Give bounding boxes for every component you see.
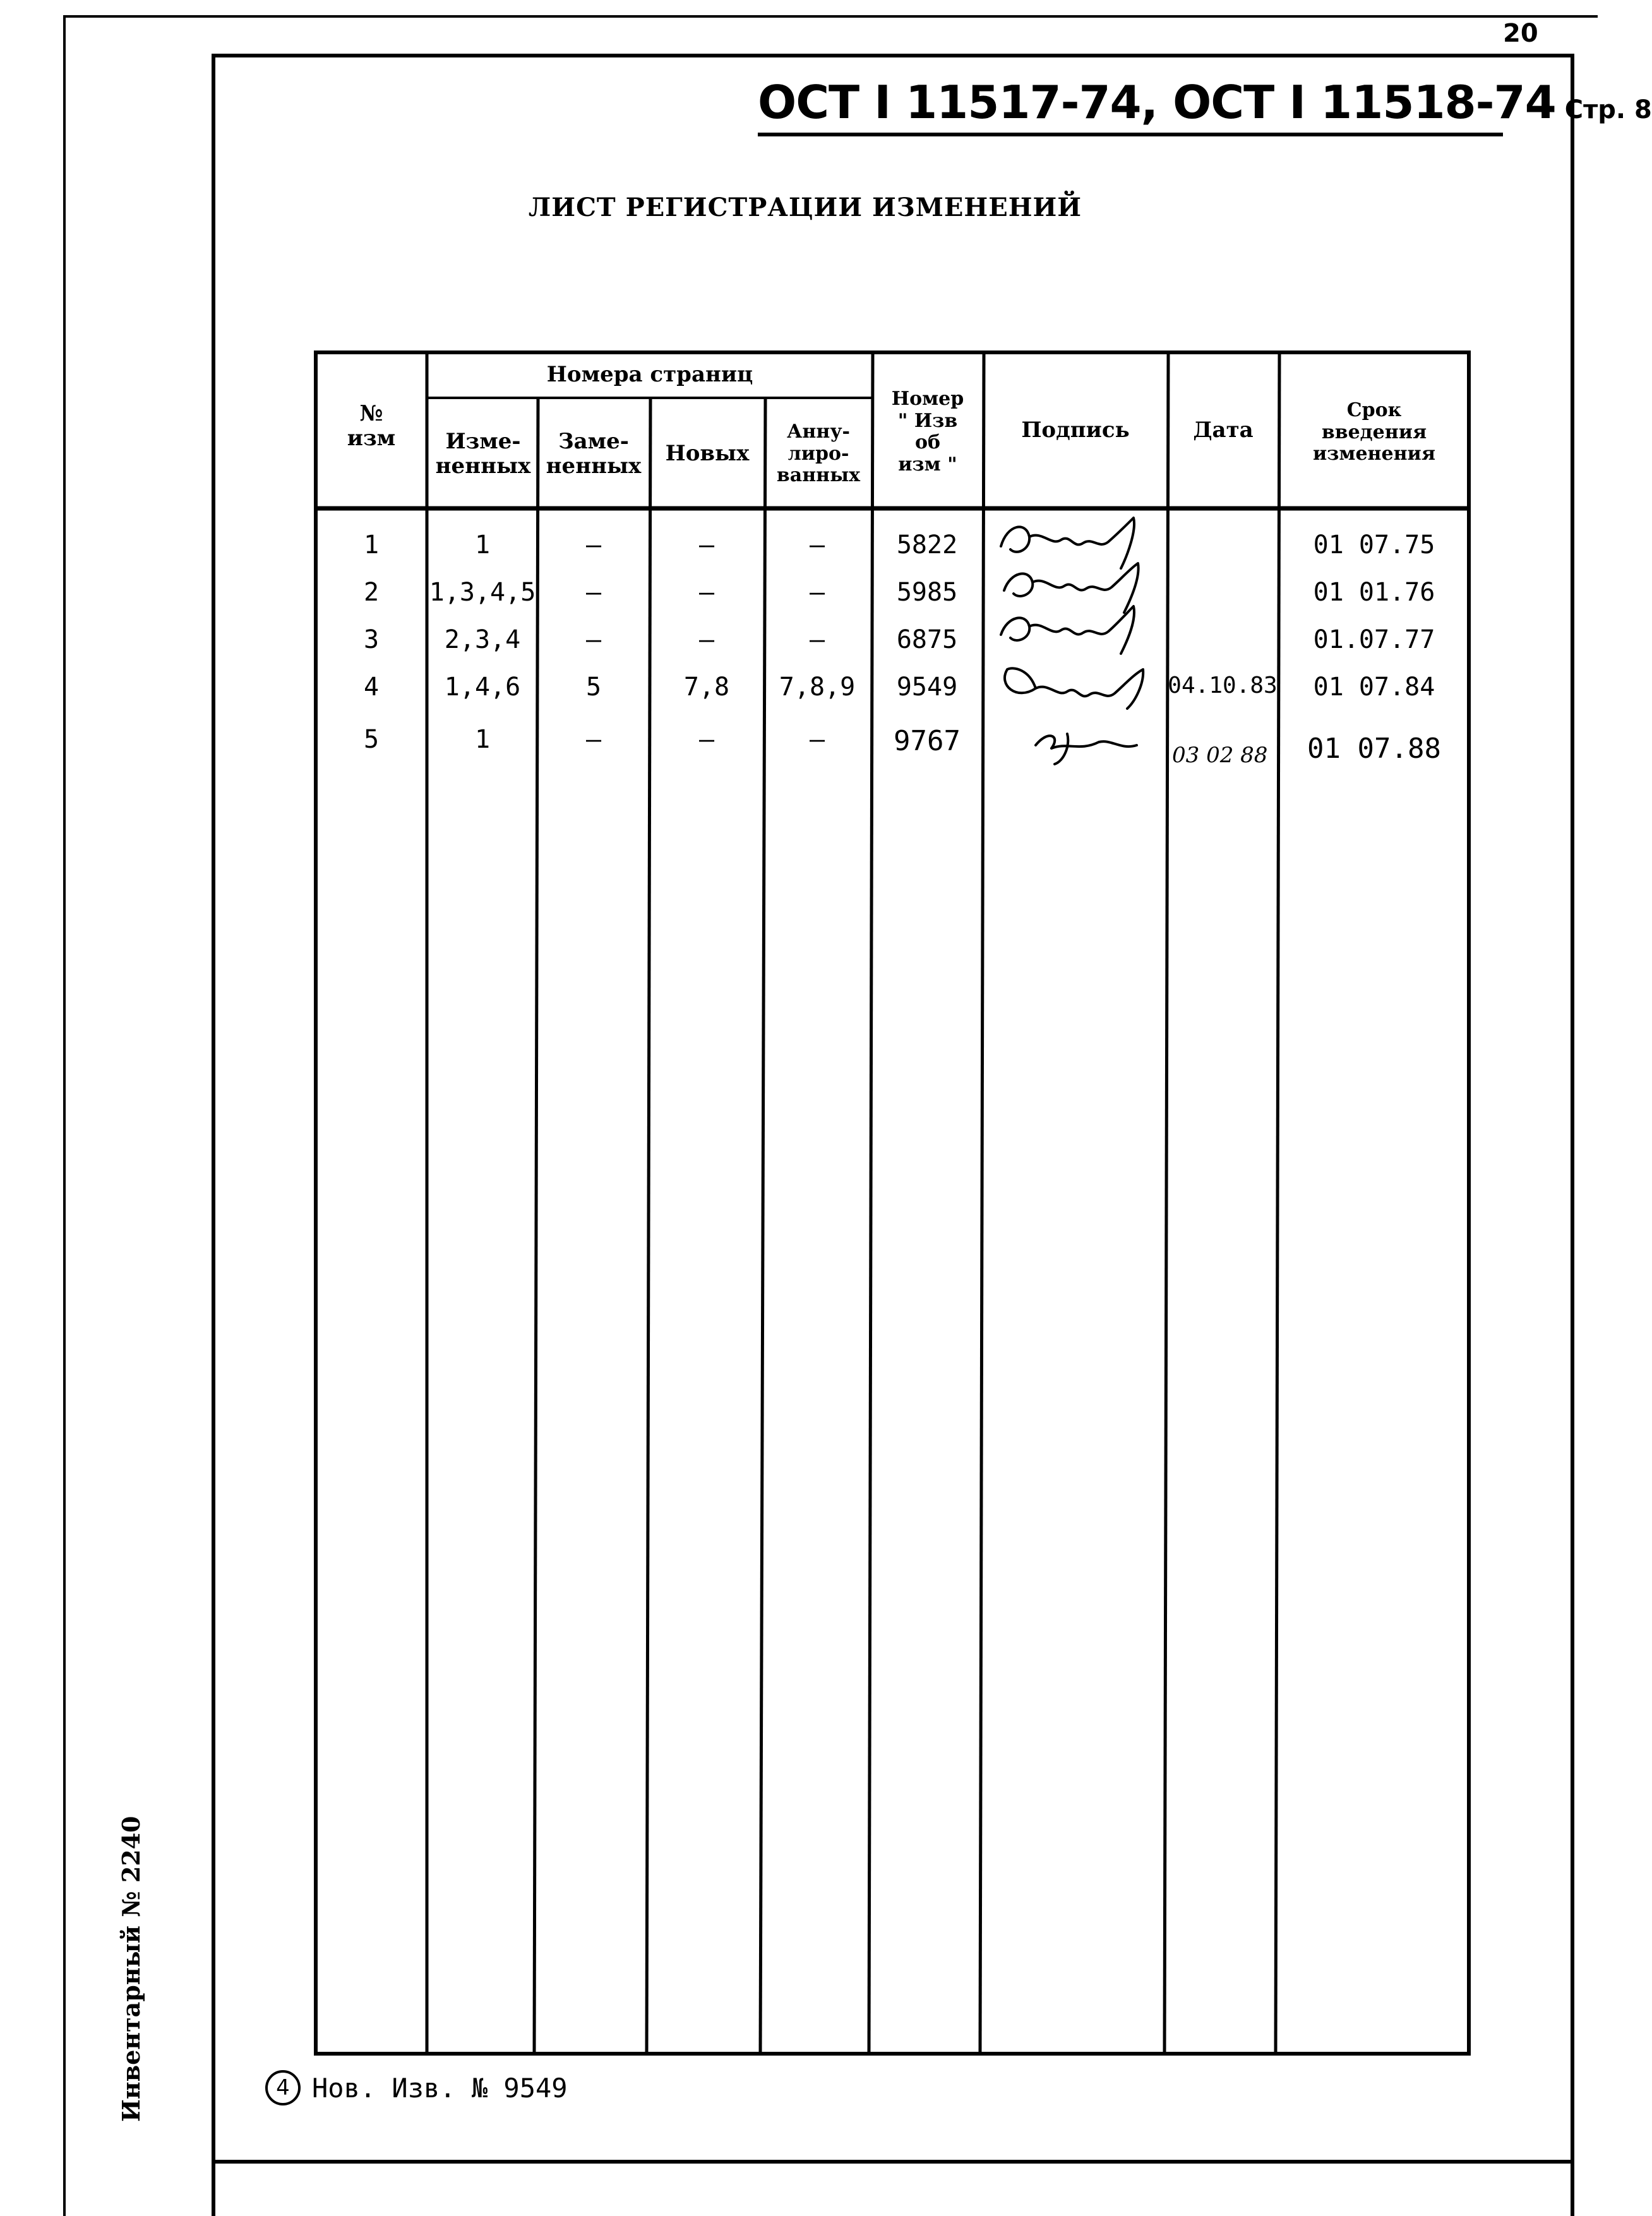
col-header-effective: Срок введения изменения [1313,399,1435,465]
cell-notice-no: 6875 [896,625,958,654]
cell-replaced: – [585,530,602,560]
cell-changed: 1 [474,530,491,560]
cell-num: 1 [363,530,380,560]
cell-changed: 2,3,4 [444,625,521,654]
cell-replaced: – [585,625,602,654]
cell-new: – [698,625,715,654]
handwritten-signatures [991,512,1175,777]
cell-num: 3 [363,625,380,654]
cell-date-handwritten: 03 02 88 [1172,743,1268,768]
cell-annulled: – [809,578,825,607]
cell-changed: 1,4,6 [444,673,521,702]
col-header-pages-group: Номера страниц [546,362,753,388]
cell-new: – [698,530,715,560]
footer-note-text: Нов. Изв. № 9549 [312,2072,568,2104]
col-header-num: № изм [347,400,396,451]
page-label: Стр. 8 [1564,95,1652,124]
cell-date: 04.10.83 [1168,673,1278,698]
col-header-annulled: Анну- лиро- ванных [776,421,861,487]
inventory-number: Инвентарный № 2240 [117,1816,145,2122]
cell-new: – [698,578,715,607]
cell-notice-no: 9767 [894,725,961,757]
signature-stroke [1036,734,1137,764]
cell-replaced: – [585,578,602,607]
signature-stroke [1001,518,1134,568]
cell-num: 4 [363,673,380,702]
signature-stroke [1004,563,1139,613]
page-number: 20 [1503,19,1538,48]
cell-annulled: 7,8,9 [779,673,856,702]
document-code: ОСТ I 11517-74, ОСТ I 11518-74 [758,76,1556,129]
cell-annulled: – [809,530,825,560]
cell-num: 2 [363,578,380,607]
cell-effective: 01.07.77 [1313,625,1435,654]
cell-changed: 1 [474,725,491,754]
cell-new: 7,8 [683,673,730,702]
col-header-date: Дата [1193,417,1254,443]
cell-effective: 01 07.75 [1313,530,1435,560]
cell-changed: 1,3,4,5 [429,578,536,607]
col-header-notice-no: Номер " Изв об изм " [891,388,964,476]
cell-notice-no: 5822 [896,530,958,560]
cell-notice-no: 5985 [896,578,958,607]
cell-notice-no: 9549 [896,673,958,702]
sheet-title: ЛИСТ РЕГИСТРАЦИИ ИЗМЕНЕНИЙ [528,193,1082,222]
col-header-replaced: Заме- ненных [546,428,642,479]
cell-effective: 01 07.84 [1313,673,1435,702]
signature-stroke [1001,606,1134,654]
change-circle-marker: 4 [265,2070,301,2105]
col-header-new: Новых [665,441,750,467]
cell-annulled: – [809,725,825,754]
col-header-changed: Изме- ненных [435,428,531,479]
cell-effective: 01 07.88 [1307,733,1441,765]
cell-num: 5 [363,725,380,754]
col-header-signature: Подпись [1021,417,1130,443]
cell-annulled: – [809,625,825,654]
signature-stroke [1005,668,1143,709]
cell-replaced: 5 [585,673,602,702]
footer-change-note [265,2070,568,2105]
cell-effective: 01 01.76 [1313,578,1435,607]
cell-new: – [698,725,715,754]
cell-replaced: – [585,725,602,754]
